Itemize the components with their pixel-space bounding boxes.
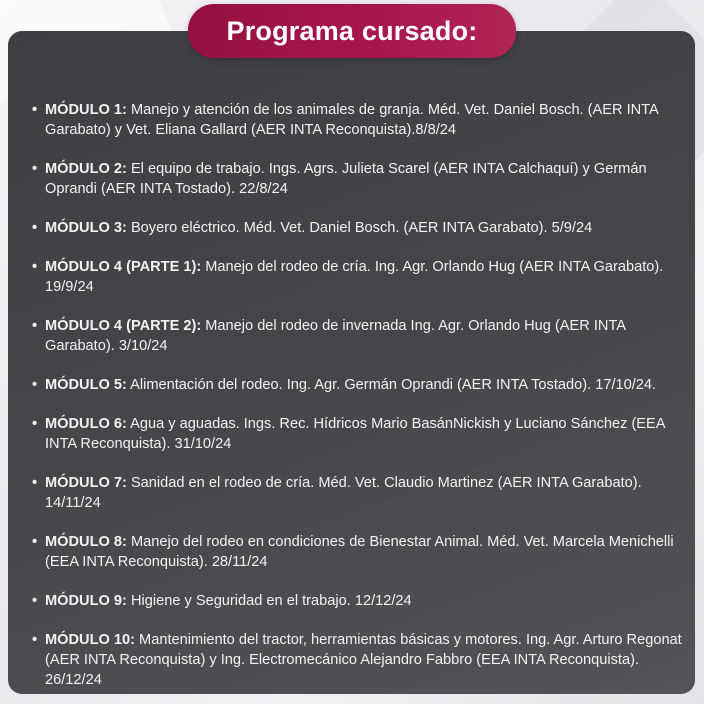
module-list: [32, 100, 687, 690]
bullet-icon: •: [32, 593, 38, 609]
module-item: [32, 532, 687, 572]
page-title: Programa cursado:: [226, 15, 478, 46]
module-text: Manejo del rodeo de invernada Ing. Agr. Orlando Hug (AER INTA Garabato). 3/10/24: [45, 318, 626, 354]
module-label: MÓDULO 5:: [45, 377, 127, 393]
module-label: MÓDULO 3:: [45, 220, 127, 236]
module-text: Alimentación del rodeo. Ing. Agr. Germán Oprandi (AER INTA Tostado). 17/10/24.: [126, 377, 657, 393]
bullet-icon: •: [32, 377, 38, 393]
module-label: MÓDULO 8:: [45, 534, 127, 550]
module-item: [32, 473, 687, 513]
module-label: MÓDULO 6:: [45, 416, 127, 432]
module-item: [32, 414, 687, 454]
module-text: Boyero eléctrico. Méd. Vet. Daniel Bosch. (AER INTA Garabato). 5/9/24: [126, 220, 593, 236]
module-text: El equipo de trabajo. Ings. Agrs. Julieta Scarel (AER INTA Calchaquí) y Germán Oprandi (AER INTA Tostado). 22/8/24: [45, 161, 647, 197]
bullet-icon: •: [32, 161, 38, 177]
module-item: [32, 218, 687, 238]
module-item: [32, 591, 687, 611]
module-text: Manejo del rodeo en condiciones de Bienestar Animal. Méd. Vet. Marcela Menichelli (EEA INTA Reconquista). 28/11/24: [45, 534, 674, 570]
module-item: [32, 100, 687, 140]
module-item: [32, 159, 687, 199]
bullet-icon: •: [32, 220, 38, 236]
bullet-icon: •: [32, 534, 38, 550]
module-text: Manejo del rodeo de cría. Ing. Agr. Orlando Hug (AER INTA Garabato). 19/9/24: [45, 259, 664, 295]
module-text: Sanidad en el rodeo de cría. Méd. Vet. Claudio Martinez (AER INTA Garabato). 14/11/24: [45, 475, 642, 511]
module-text: Mantenimiento del tractor, herramientas básicas y motores. Ing. Agr. Arturo Regonat (AER INTA Reconquista) y Ing. Electromecánico Alejandro Fabbro (EEA INTA Reconquista). 26/12/24: [45, 632, 682, 688]
bullet-icon: •: [32, 632, 38, 648]
bullet-icon: •: [32, 475, 38, 491]
module-item: [32, 257, 687, 297]
module-item: [32, 630, 687, 690]
module-text: Agua y aguadas. Ings. Rec. Hídricos Mario BasánNickish y Luciano Sánchez (EEA INTA Reconquista). 31/10/24: [45, 416, 665, 452]
bullet-icon: •: [32, 102, 38, 118]
module-label: MÓDULO 4 (PARTE 1):: [45, 259, 202, 275]
module-item: [32, 375, 687, 395]
module-label: MÓDULO 10:: [45, 632, 135, 648]
module-label: MÓDULO 4 (PARTE 2):: [45, 318, 202, 334]
module-label: MÓDULO 1:: [45, 102, 127, 118]
bullet-icon: •: [32, 318, 38, 334]
module-text: Higiene y Seguridad en el trabajo. 12/12/24: [126, 593, 412, 609]
title-banner: [188, 4, 516, 58]
module-label: MÓDULO 9:: [45, 593, 127, 609]
bullet-icon: •: [32, 259, 38, 275]
module-label: MÓDULO 2:: [45, 161, 127, 177]
bullet-icon: •: [32, 416, 38, 432]
program-panel: [8, 31, 695, 694]
module-item: [32, 316, 687, 356]
module-label: MÓDULO 7:: [45, 475, 127, 491]
module-text: Manejo y atención de los animales de granja. Méd. Vet. Daniel Bosch. (AER INTA Garabato) y Vet. Eliana Gallard (AER INTA Reconquista).8/8/24: [45, 102, 658, 138]
